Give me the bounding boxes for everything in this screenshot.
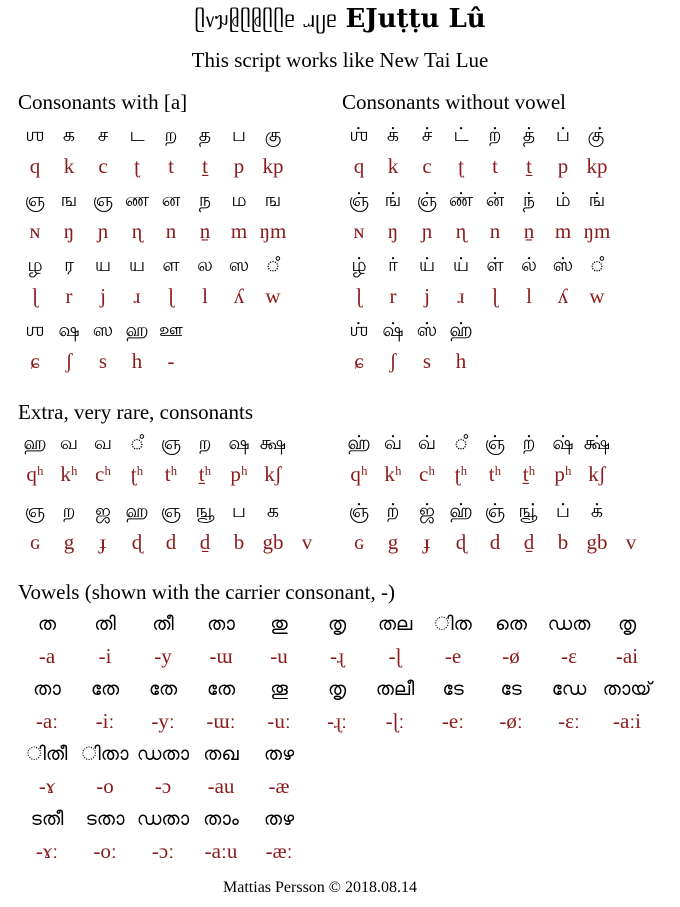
transcription: -ɤ [38, 774, 56, 798]
transcription: ɕ [30, 349, 40, 373]
script-glyph: തൃ [617, 613, 637, 635]
transcription: ŋ [387, 219, 399, 243]
transcription: l [202, 284, 208, 308]
script-glyph: ற் [386, 500, 400, 522]
script-glyph: க்ஷ [259, 432, 287, 454]
script-glyph: ற [164, 124, 178, 146]
transcription: q [353, 154, 365, 178]
transcription: kʃ [588, 462, 606, 486]
script-glyph: ஊ [159, 319, 183, 341]
transcription: -ɯː [206, 709, 236, 733]
script-glyph: ஹ [23, 432, 47, 454]
script-glyph: ടതീ [30, 808, 64, 830]
transcription: d [489, 530, 501, 554]
transcription-row [342, 219, 614, 244]
script-glyph: ப [231, 124, 247, 146]
transcription: ɟ [423, 530, 431, 554]
transcription: ɭ [356, 284, 362, 308]
transcription: -i [98, 644, 112, 668]
transcription: ɕ [354, 349, 364, 373]
script-glyph: തേ [90, 678, 120, 700]
script-glyph: ിതീ [26, 743, 68, 765]
transcription: ʈ [134, 154, 140, 178]
transcription: -eː [441, 709, 465, 733]
transcription: s [98, 349, 108, 373]
transcription: ʈʰ [454, 462, 468, 486]
script-glyph: ப் [555, 500, 571, 522]
script-glyph: ஜ் [419, 500, 435, 522]
transcription: ɲ [421, 219, 433, 243]
script-glyph: ஜ [95, 500, 111, 522]
transcription: t̠ [202, 154, 208, 178]
script-glyph: ல் [521, 254, 537, 276]
script-glyph: ப் [555, 124, 571, 146]
script-glyph: ஹ [125, 319, 149, 341]
vowel-glyph-row [18, 743, 308, 765]
script-glyph: ത [37, 613, 57, 635]
script-glyph: ஞ் [348, 500, 370, 522]
transcription-row [342, 349, 478, 374]
transcription: ɲ [97, 219, 109, 243]
script-glyph: கு [264, 124, 282, 146]
script-glyph: ിതാ [81, 743, 129, 765]
transcription: -ø [502, 644, 520, 668]
script-glyph: തായ് [602, 678, 652, 700]
script-glyph: താ [33, 678, 61, 700]
transcription: j [424, 284, 430, 308]
transcription: c [98, 154, 108, 178]
transcription: -æ [268, 774, 290, 798]
script-glyph: ற [62, 500, 76, 522]
transcription: -ɻ [330, 644, 344, 668]
script-glyph: ஹ் [449, 500, 473, 522]
transcription: t̠ʰ [198, 462, 212, 486]
transcription: v [625, 530, 637, 554]
transcription: -iː [95, 709, 115, 733]
script-glyph: ய் [418, 254, 436, 276]
transcription: kp [586, 154, 608, 178]
transcription: kʰ [384, 462, 402, 486]
transcription: -ɭ [388, 644, 402, 668]
script-glyph: തഖ [203, 743, 239, 765]
transcription: d̠ [199, 530, 211, 554]
subtitle: This script works like New Tai Lue [191, 48, 489, 72]
script-glyph: ய் [452, 254, 470, 276]
glyph-row [18, 189, 290, 214]
transcription: pʰ [554, 462, 572, 486]
script-glyph: ஂ [129, 432, 145, 454]
glyph-row [342, 500, 614, 525]
script-glyph: താ [207, 613, 235, 635]
script-glyph: ഡേ [551, 678, 587, 700]
script-glyph: ஷ் [552, 432, 574, 454]
script-glyph: ஂ [589, 254, 605, 276]
script-glyph: ற் [522, 432, 536, 454]
transcription: -aːu [204, 839, 238, 863]
transcription: t̠ʰ [522, 462, 536, 486]
script-glyph: തെ [495, 613, 527, 635]
script-glyph: ஹ் [449, 319, 473, 341]
script-glyph: ஸ் [552, 254, 574, 276]
transcription: ɖ [131, 530, 143, 554]
transcription: m [230, 219, 248, 243]
vowel-glyph-row [18, 678, 656, 700]
script-glyph: ங [264, 189, 282, 211]
heading-consonants-without-vowel: Consonants without vowel [342, 90, 566, 114]
transcription: r [389, 284, 397, 308]
script-glyph: கு் [587, 124, 607, 146]
transcription: ɳ [131, 219, 143, 243]
script-glyph: த் [522, 124, 536, 146]
script-glyph: ஸ [92, 319, 114, 341]
script-glyph: ஷ் [382, 319, 404, 341]
transcription: d̠ [523, 530, 535, 554]
script-glyph: ழ [27, 254, 43, 276]
script-glyph: ஙூ் [518, 500, 540, 522]
transcription: kp [262, 154, 284, 178]
transcription-row [18, 530, 324, 555]
glyph-row [342, 254, 614, 279]
transcription: -yː [151, 709, 175, 733]
vowel-transcription-row [18, 774, 308, 799]
script-glyph: க் [590, 500, 604, 522]
transcription: qʰ [26, 462, 44, 486]
script-glyph: ടേ [500, 678, 522, 700]
glyph-row [342, 124, 614, 149]
transcription: ʈ [458, 154, 464, 178]
script-glyph: ஞ் [484, 432, 506, 454]
transcription: -a [38, 644, 56, 668]
script-glyph: வ [93, 432, 113, 454]
transcription: qʰ [350, 462, 368, 486]
script-glyph: തഴ [263, 743, 295, 765]
transcription: kʰ [60, 462, 78, 486]
transcription: -aː [35, 709, 59, 733]
transcription: n [165, 219, 177, 243]
transcription: t̠ [526, 154, 532, 178]
script-glyph: ள [162, 254, 180, 276]
script-glyph: வ [59, 432, 79, 454]
transcription: tʰ [164, 462, 178, 486]
transcription: b [233, 530, 245, 554]
transcription: ɳ [455, 219, 467, 243]
script-glyph: ഡത [547, 613, 591, 635]
transcription: t [492, 154, 498, 178]
transcription: ɴ [353, 219, 365, 243]
script-glyph: ஞ [24, 189, 46, 211]
transcription: ɢ [30, 530, 40, 554]
script-glyph: തൃ [327, 613, 347, 635]
heading-vowels: Vowels (shown with the carrier consonant, -) [18, 580, 395, 604]
glyph-row [342, 432, 614, 457]
transcription: tʰ [488, 462, 502, 486]
transcription: ʈʰ [130, 462, 144, 486]
script-glyph: ஞ் [416, 189, 438, 211]
script-glyph: ச் [421, 124, 433, 146]
script-glyph: തേ [148, 678, 178, 700]
script-glyph: ங் [384, 189, 402, 211]
transcription: n̠ [523, 219, 535, 243]
script-glyph: க [62, 124, 76, 146]
glyph-row [18, 432, 290, 457]
script-glyph: ஶ [25, 319, 45, 341]
transcription: ŋm [583, 219, 611, 243]
script-glyph: ஸ [228, 254, 250, 276]
script-glyph: ടേ [442, 678, 464, 700]
script-glyph: ஂ [265, 254, 281, 276]
transcription: -ɻː [327, 709, 347, 733]
transcription: cʰ [94, 462, 112, 486]
transcription: n [489, 219, 501, 243]
script-glyph: ஙூ [195, 500, 215, 522]
transcription: ɟ [99, 530, 107, 554]
script-glyph: ம் [555, 189, 571, 211]
script-glyph: തേ [206, 678, 236, 700]
transcription: -ɯ [209, 644, 233, 668]
footer-credit: Mattias Persson © 2018.08.14 [223, 879, 417, 896]
transcription: ɖ [455, 530, 467, 554]
script-glyph: ஷ [58, 319, 80, 341]
transcription: ɭ [168, 284, 174, 308]
script-glyph: തല [377, 613, 413, 635]
transcription: m [554, 219, 572, 243]
script-glyph: തഴ [263, 808, 295, 830]
script-glyph: ற் [488, 124, 502, 146]
script-glyph: ற [198, 432, 212, 454]
glyph-row [18, 500, 290, 525]
transcription: ɴ [29, 219, 41, 243]
script-glyph: ஸ் [416, 319, 438, 341]
script-glyph: ய [94, 254, 112, 276]
transcription: ɹ [133, 284, 141, 308]
transcription-row [18, 462, 290, 487]
transcription: ɭ [492, 284, 498, 308]
page-title [0, 4, 680, 34]
script-glyph: ட் [453, 124, 469, 146]
script-glyph: തി [94, 613, 116, 635]
script-glyph: ர [64, 254, 74, 276]
transcription: -au [207, 774, 235, 798]
transcription: - [167, 349, 175, 373]
script-glyph: ஞ [24, 500, 46, 522]
transcription: -e [444, 644, 462, 668]
transcription: n̠ [199, 219, 211, 243]
transcription: r [65, 284, 73, 308]
glyph-row [18, 124, 290, 149]
glyph-row [342, 319, 478, 344]
script-glyph: ச [97, 124, 109, 146]
script-glyph: ஶ் [349, 319, 369, 341]
transcription: -ɭː [385, 709, 405, 733]
transcription: ʎ [233, 284, 245, 308]
script-glyph: ல [197, 254, 213, 276]
transcription: cʰ [418, 462, 436, 486]
script-glyph: ஂ [453, 432, 469, 454]
glyph-row [18, 319, 188, 344]
transcription: w [589, 284, 605, 308]
script-glyph: ஷ [228, 432, 250, 454]
transcription: gb [586, 530, 608, 554]
transcription: g [387, 530, 399, 554]
vowel-transcription-row [18, 839, 308, 864]
script-glyph: ம [231, 189, 247, 211]
vowel-glyph-row [18, 808, 308, 830]
script-glyph: തൃ [327, 678, 347, 700]
script-glyph: ஞ் [348, 189, 370, 211]
transcription: ɭ [32, 284, 38, 308]
transcription: kʃ [264, 462, 282, 486]
transcription: -ɔː [151, 839, 175, 863]
transcription: -ɛː [558, 709, 580, 733]
script-glyph: ண [124, 189, 150, 211]
transcription-row [18, 219, 290, 244]
script-glyph: ஹ [125, 500, 149, 522]
transcription: l [526, 284, 532, 308]
script-glyph: ஹ் [347, 432, 371, 454]
script-glyph: ய [128, 254, 146, 276]
script-glyph: ந [198, 189, 212, 211]
transcription: h [131, 349, 143, 373]
transcription: -u [270, 644, 288, 668]
script-glyph: க் [386, 124, 400, 146]
transcription: -aːi [613, 709, 641, 733]
script-glyph: തു [270, 613, 288, 635]
transcription: -æː [265, 839, 293, 863]
script-glyph: ஞ் [484, 500, 506, 522]
transcription: -oː [93, 839, 117, 863]
script-glyph: ந் [522, 189, 536, 211]
transcription-row [342, 284, 614, 309]
transcription: -uː [267, 709, 291, 733]
script-glyph: ன [161, 189, 181, 211]
transcription: b [557, 530, 569, 554]
transcription-row [342, 530, 648, 555]
script-glyph: ழ் [351, 254, 367, 276]
vowel-transcription-row [18, 644, 656, 669]
script-glyph: ப [231, 500, 247, 522]
transcription: gb [262, 530, 284, 554]
transcription: -y [154, 644, 172, 668]
script-glyph: ங் [588, 189, 606, 211]
transcription: v [301, 530, 313, 554]
transcription: k [63, 154, 75, 178]
transcription: t [168, 154, 174, 178]
script-glyph: ன் [485, 189, 505, 211]
script-glyph: ഡതാ [136, 743, 190, 765]
transcription: d [165, 530, 177, 554]
script-glyph: തീ [152, 613, 174, 635]
script-glyph: ടതാ [85, 808, 125, 830]
heading-extra-consonants: Extra, very rare, consonants [18, 400, 253, 424]
vowel-glyph-row [18, 613, 656, 635]
script-glyph: வ் [417, 432, 437, 454]
transcription: ɢ [354, 530, 364, 554]
transcription-row [18, 284, 290, 309]
script-glyph: താം [203, 808, 239, 830]
transcription: pʰ [230, 462, 248, 486]
transcription: q [29, 154, 41, 178]
transcription-row [18, 349, 188, 374]
transcription: -ɤː [35, 839, 59, 863]
script-glyph: ஞ [92, 189, 114, 211]
transcription: ʃ [389, 349, 397, 373]
transcription: c [422, 154, 432, 178]
transcription: ʎ [557, 284, 569, 308]
script-glyph: த [198, 124, 212, 146]
title-native-script: ᥫ᥎ᥭᥪᥫᥪᥫᥫᥱ ᥘᥩᥱ [194, 8, 338, 33]
transcription: h [455, 349, 467, 373]
script-glyph: ഡതാ [136, 808, 190, 830]
script-glyph: க்ஷ் [583, 432, 611, 454]
script-glyph: க [266, 500, 280, 522]
script-glyph: ஞ [160, 432, 182, 454]
script-glyph: തലീ [375, 678, 415, 700]
script-glyph: ஶ [25, 124, 45, 146]
transcription: -ai [615, 644, 639, 668]
vowel-transcription-row [18, 709, 656, 734]
script-glyph: வ் [383, 432, 403, 454]
script-glyph: ண் [448, 189, 474, 211]
transcription: -øː [499, 709, 523, 733]
transcription-row [342, 462, 614, 487]
transcription-row [342, 154, 614, 179]
transcription: ŋm [259, 219, 287, 243]
transcription: -ɔ [154, 774, 172, 798]
script-glyph: ள் [486, 254, 504, 276]
transcription: w [265, 284, 281, 308]
transcription: -ɛ [561, 644, 577, 668]
script-glyph: ங [60, 189, 78, 211]
transcription-row [18, 154, 290, 179]
transcription: g [63, 530, 75, 554]
transcription: ŋ [63, 219, 75, 243]
title-latin: EJuṭṭu Lû [345, 4, 486, 34]
script-glyph: ட [129, 124, 145, 146]
transcription: p [233, 154, 245, 178]
transcription: s [422, 349, 432, 373]
glyph-row [342, 189, 614, 214]
script-glyph: ിത [434, 613, 472, 635]
transcription: ɹ [457, 284, 465, 308]
script-glyph: തൂ [270, 678, 288, 700]
script-glyph: ர் [388, 254, 398, 276]
transcription: p [557, 154, 569, 178]
transcription: -o [96, 774, 114, 798]
glyph-row [18, 254, 290, 279]
transcription: ʃ [65, 349, 73, 373]
script-glyph: ஞ [160, 500, 182, 522]
script-glyph: ஶ் [349, 124, 369, 146]
transcription: j [100, 284, 106, 308]
heading-consonants-with-a: Consonants with [a] [18, 90, 188, 114]
transcription: k [387, 154, 399, 178]
